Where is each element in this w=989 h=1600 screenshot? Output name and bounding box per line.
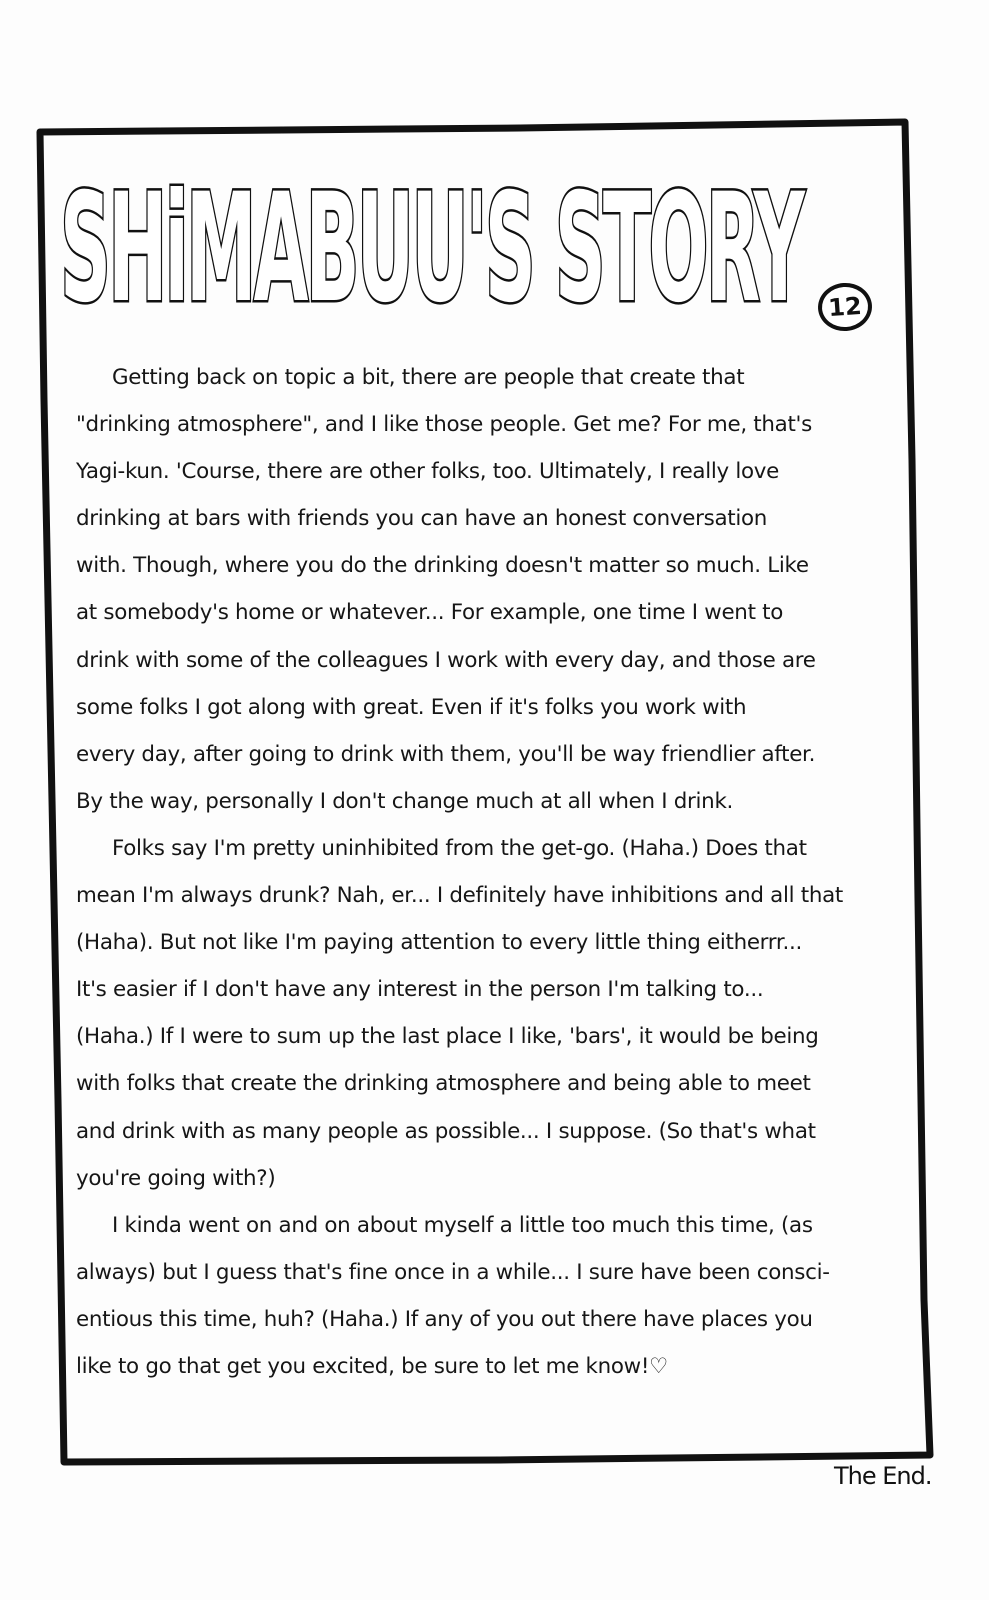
text-line: drink with some of the colleagues I work with every day, and those are	[76, 647, 816, 673]
text-line: at somebody's home or whatever... For example, one time I went to	[76, 600, 784, 626]
text-line: Folks say I'm pretty uninhibited from the get-go. (Haha.) Does that	[112, 835, 807, 861]
text-line: (Haha). But not like I'm paying attention to every little thing eitherrr...	[76, 930, 802, 956]
text-line: mean I'm always drunk? Nah, er... I definitely have inhibitions and all that	[76, 883, 843, 909]
text-line: By the way, personally I don't change much at all when I drink.	[76, 788, 734, 814]
text-line: like to go that get you excited, be sure to let me know!♡	[76, 1353, 669, 1379]
the-end-label: The End.	[834, 1462, 932, 1490]
text-line: and drink with as many people as possible... I suppose. (So that's what	[76, 1118, 816, 1144]
text-line: you're going with?)	[76, 1165, 276, 1191]
text-line: with. Though, where you do the drinking doesn't matter so much. Like	[76, 553, 809, 579]
page-title: SHiMABUU'S STORY	[60, 162, 806, 336]
text-line: with folks that create the drinking atmosphere and being able to meet	[76, 1071, 811, 1097]
story-body	[76, 354, 916, 1390]
title-lettering	[60, 140, 820, 340]
text-line: (Haha.) If I were to sum up the last place I like, 'bars', it would be being	[76, 1024, 819, 1050]
text-line: I kinda went on and on about myself a little too much this time, (as	[112, 1212, 813, 1238]
text-line: drinking at bars with friends you can have an honest conversation	[76, 506, 768, 532]
text-line: entious this time, huh? (Haha.) If any of you out there have places you	[76, 1306, 813, 1332]
text-line: It's easier if I don't have any interest in the person I'm talking to...	[76, 977, 764, 1003]
text-line: Yagi-kun. 'Course, there are other folks, too. Ultimately, I really love	[76, 459, 780, 485]
text-line: Getting back on topic a bit, there are people that create that	[112, 365, 745, 390]
text-line: always) but I guess that's fine once in a while... I sure have been consci-	[76, 1259, 830, 1285]
chapter-number: 12	[827, 291, 863, 323]
text-line: every day, after going to drink with them, you'll be way friendlier after.	[76, 741, 816, 767]
text-line: "drinking atmosphere", and I like those people. Get me? For me, that's	[76, 412, 812, 438]
text-line: some folks I got along with great. Even if it's folks you work with	[76, 694, 747, 720]
